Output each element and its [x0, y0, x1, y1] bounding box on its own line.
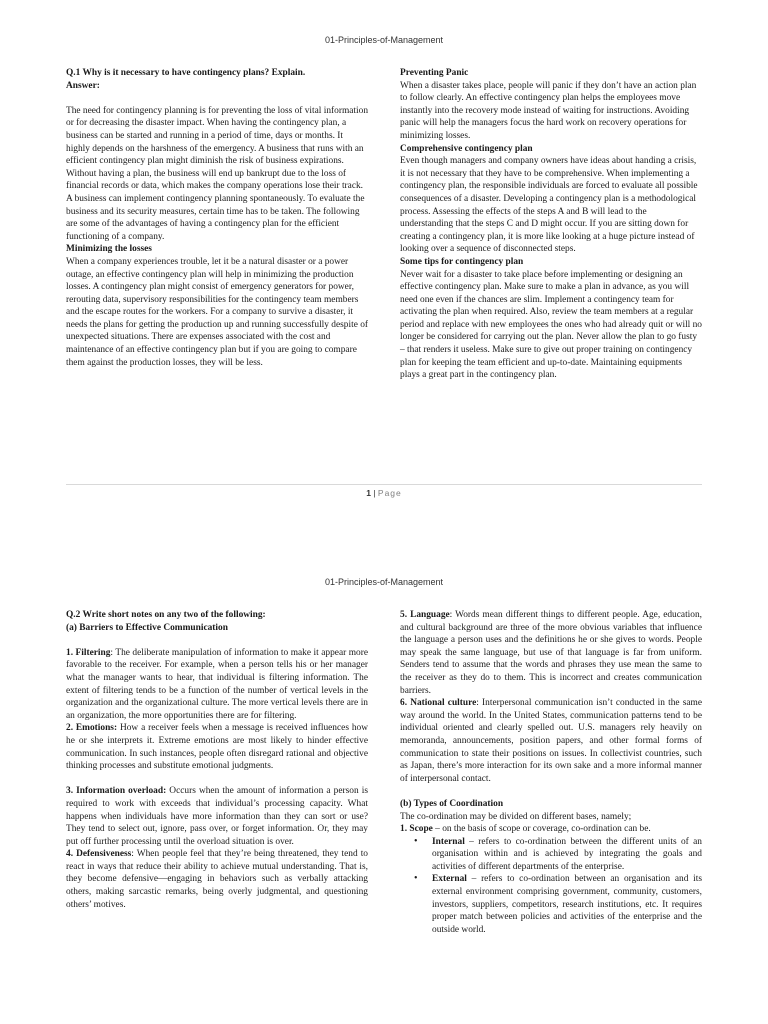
item-label: 5. Language [400, 610, 450, 620]
item-text: : The deliberate manipulation of information to make it appear more favorable to the receiver. For example, when a person tells his or her manager what the manager wants to hear, that individual is filtering information. The extent of filtering tends to be a function of the number of vertical levels in the organization and the organizational culture. The more vertical levels there are in an organization, the more opportunities there are for filtering. [66, 647, 368, 721]
item-text: Occurs when the amount of information a person is required to work with exceeds that individual’s processing capacity. What happens when individuals have more information than they can sort or use? They tend to select out, ignore, pass over, or forget information. Or, they may put off further processing until the overload situation is over. [66, 786, 368, 847]
item-label: 3. Information overload: [66, 786, 167, 797]
barrier-item [66, 722, 368, 772]
question-heading [66, 67, 368, 92]
item-text: : When people feel that they’re being threatened, they tend to react in ways that reduce their ability to achieve mutual understanding. That is, they become defensive—engaging in behaviors such as verbally attacking others, making sarcastic remarks, being overly judgmental, and questioning others’ motives. [66, 849, 368, 910]
item-label: 1. Filtering [66, 647, 111, 658]
barrier-item [66, 785, 368, 848]
section-heading: Some tips for contingency plan [400, 256, 524, 267]
item-text: – refers to co-ordination between an organisation and its external environment comprising government, community, customers, investors, suppliers, competitors, research institutions, etc. It requires proper match between policies and activities of the enterprise and the outside world. [432, 874, 702, 935]
item-text: How a receiver feels when a message is received influences how he or she interprets it. Extreme emotions are most likely to hinder effective communication. In such instances, people often disregard rational and objective thinking processes and substitute emotional judgments. [66, 723, 368, 772]
question-title: Q.1 Why is it necessary to have contingency plans? Explain. [66, 68, 306, 78]
item-text: : Interpersonal communication isn’t conducted in the same way around the world. In the United States, communication patterns tend to be individual oriented and clearly spelled out. U.S. managers rely heavily on memoranda, announcements, position papers, and other formal forms of communication to state their positions on issues. In collectivist countries, such as Japan, there’s more interaction for its own sake and a more informal manner of interpersonal contact. [400, 698, 702, 784]
scope-line [400, 823, 702, 836]
left-column [66, 67, 368, 369]
item-text: – refers to co-ordination between the different units of an organisation within and is achieved by integrating the goals and activities of different departments of the enterprise. [432, 836, 702, 872]
item-text: – on the basis of scope or coverage, co-ordination can be. [432, 824, 651, 835]
answer-label: Answer: [66, 80, 100, 91]
question-heading [66, 609, 368, 634]
section-heading: Minimizing the losses [66, 244, 152, 255]
barrier-item [66, 647, 368, 723]
page-word: Page [377, 488, 402, 498]
right-column [400, 609, 702, 936]
item-label: 4. Defensiveness [66, 849, 132, 860]
item-label: 1. Scope [400, 824, 433, 835]
section-paragraph: Even though managers and company owners have ideas about handing a crisis, it is not necessary that they have to be comprehensive. When implementing a contingency plan, the responsible individuals are forced to evaluate all possible consequences of a disaster. Developing a contingency plan is a methodological process. Assessing the effects of the steps A and B will lead to the understanding that the steps C and D might occur. If you are sitting down for creating a contingency plan, it is more like looking at a huge picture instead of looking over a sequence of disconnected steps. [400, 156, 698, 255]
barrier-item [66, 848, 368, 911]
list-item [432, 836, 702, 874]
section-heading: Comprehensive contingency plan [400, 143, 533, 154]
subheading: (b) Types of Coordination [400, 798, 504, 809]
section-heading: Preventing Panic [400, 68, 469, 78]
page-footer [0, 488, 768, 498]
right-column [400, 67, 702, 382]
item-label: External [432, 874, 467, 885]
intro-paragraph: The need for contingency planning is for preventing the loss of vital information or for decreasing the disaster impact. When having the contingency plan, a business can be started and running in a period of time, days or months. It highly depends on the harshness of the emergency. A business that runs with an efficient contingency plan might diminish the risk of business expirations. Without having a plan, the business will end up bankrupt due to the loss of financial records or data, which makes the company operations lose their track. A business can implement contingency planning spontaneously. To evaluate the business and its security measures, certain time has to be taken. The following are some of the advantages of having a contingency plan for the efficient functioning of a company. [66, 105, 369, 242]
item-text: : Words mean different things to different people. Age, education, and cultural background are three of the more obvious variables that influence the language a person uses and the definitions he or she gives to words. People may speak the same language, but use of that language is far from uniform. Senders tend to assume that the words and phrases they use mean the same to the receiver as they do to them. This is incorrect and creates communication barriers. [400, 610, 702, 696]
left-column [66, 609, 368, 911]
footer-rule [66, 484, 702, 485]
page-separator: | [370, 488, 378, 498]
section-paragraph: Never wait for a disaster to take place before implementing or designing an effective contingency plan. Make sure to make a plan in advance, as you will need one even if the chances are slim. Implement a contingency team for activating the plan when required. Also, review the team members at a regular period and replace with new employees the ones who had already quit or will no longer be considered for carrying out the plan. Never allow the plan to go fusty – that renders it useless. Make sure to give out proper training on contingency plan for keeping the team efficient and up-to-date. Maintaining equipments plays a great part in the contingency plan. [400, 269, 702, 381]
question-title: Q.2 Write short notes on any two of the following: [66, 610, 266, 620]
section-paragraph: When a disaster takes place, people will panic if they don’t have an action plan to follow clearly. An effective contingency plan helps the employees move instantly into the recovery mode instead of waiting for instructions. Avoiding panic will help the managers focus the hard work on recovery operations for minimizing losses. [400, 80, 697, 141]
item-label: 6. National culture [400, 698, 477, 709]
section-paragraph: When a company experiences trouble, let it be a natural disaster or a power outage, an effective contingency plan will help in minimizing the production losses. A contingency plan might consist of emergency generators for power, rerouting data, supervisory responsibilities for the contingency team members and the escape routes for the workers. For a company to survive a disaster, it needs the plans for getting the production up and running successfully despite of unexpected situations. There are expenses associated with the cost and maintenance of an effective contingency plan but if you are going to compare them against the production losses, they will be less. [66, 256, 369, 368]
running-head: 01-Principles-of-Management [324, 35, 444, 45]
barrier-item [400, 609, 702, 697]
item-label: Internal [432, 836, 465, 847]
barrier-item [400, 697, 702, 785]
coordination-intro: The co-ordination may be divided on different bases, namely; [400, 811, 632, 822]
subheading: (a) Barriers to Effective Communication [66, 622, 228, 633]
coordination-list [400, 836, 702, 937]
running-head: 01-Principles-of-Management [324, 577, 444, 587]
document-page-2 [0, 520, 768, 1024]
page-number: 1 [366, 488, 371, 498]
item-label: 2. Emotions: [66, 723, 118, 734]
list-item [432, 873, 702, 936]
